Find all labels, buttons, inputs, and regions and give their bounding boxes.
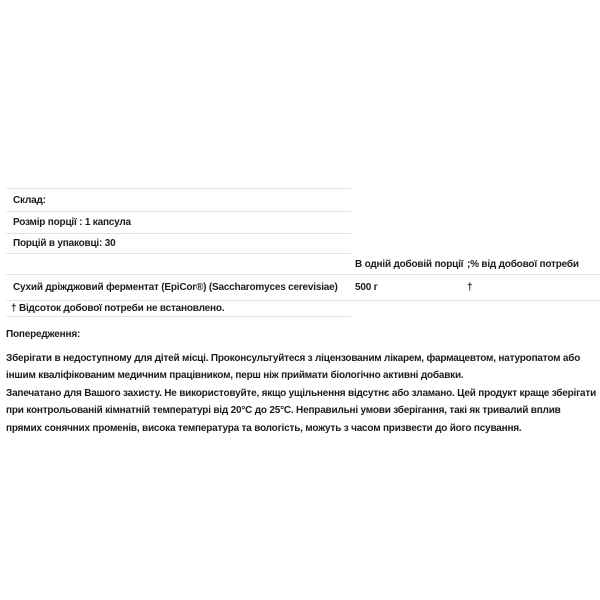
composition-label: Склад: bbox=[13, 194, 46, 206]
ingredient-row bbox=[6, 275, 600, 300]
ingredient-name: Сухий дріжджовий ферментат (EpiCor®) (Saccharomyces cerevisiae) bbox=[13, 282, 338, 293]
footnote-row bbox=[6, 301, 600, 316]
serving-size-label: Розмір порції : 1 капсула bbox=[13, 217, 131, 228]
ingredient-amount: 500 г bbox=[355, 282, 378, 293]
footnote-text: † Відсоток добової потреби не встановлено. bbox=[11, 303, 225, 314]
warning-paragraph-1: Зберігати в недоступному для дітей місці. Проконсультуйтеся з ліцензованим лікарем, фармацевтом, натуропатом або іншим кваліфікованим медичним працівником, перш ніж приймати біологічно активні добавки. bbox=[6, 353, 581, 382]
servings-count-row bbox=[6, 234, 600, 253]
supplement-facts-section bbox=[6, 188, 600, 317]
serving-size-row bbox=[6, 212, 600, 233]
daily-value-column-header: ;% від добової потреби bbox=[467, 258, 579, 270]
table-header-row bbox=[6, 254, 600, 274]
servings-count-label: Порцій в упаковці: 30 bbox=[13, 238, 116, 249]
amount-column-header: В одній добовій порції bbox=[355, 258, 464, 270]
divider bbox=[6, 316, 351, 317]
warnings-title: Попередження: bbox=[6, 329, 81, 340]
ingredient-daily-value: † bbox=[467, 282, 473, 293]
warning-paragraph-2: Запечатано для Вашого захисту. Не використовуйте, якщо ущільнення відсутнє або зламано. Цей продукт краще зберігати при контрольованій кімнатній температурі від 20°C до 25°C. Неправильні умови зберігання, такі як тривалий вплив прямих сонячних променів, висока температура та вологість, можуть з часом призвести до його псування. bbox=[6, 387, 597, 434]
warnings-section bbox=[6, 329, 598, 437]
composition-row bbox=[6, 189, 600, 211]
